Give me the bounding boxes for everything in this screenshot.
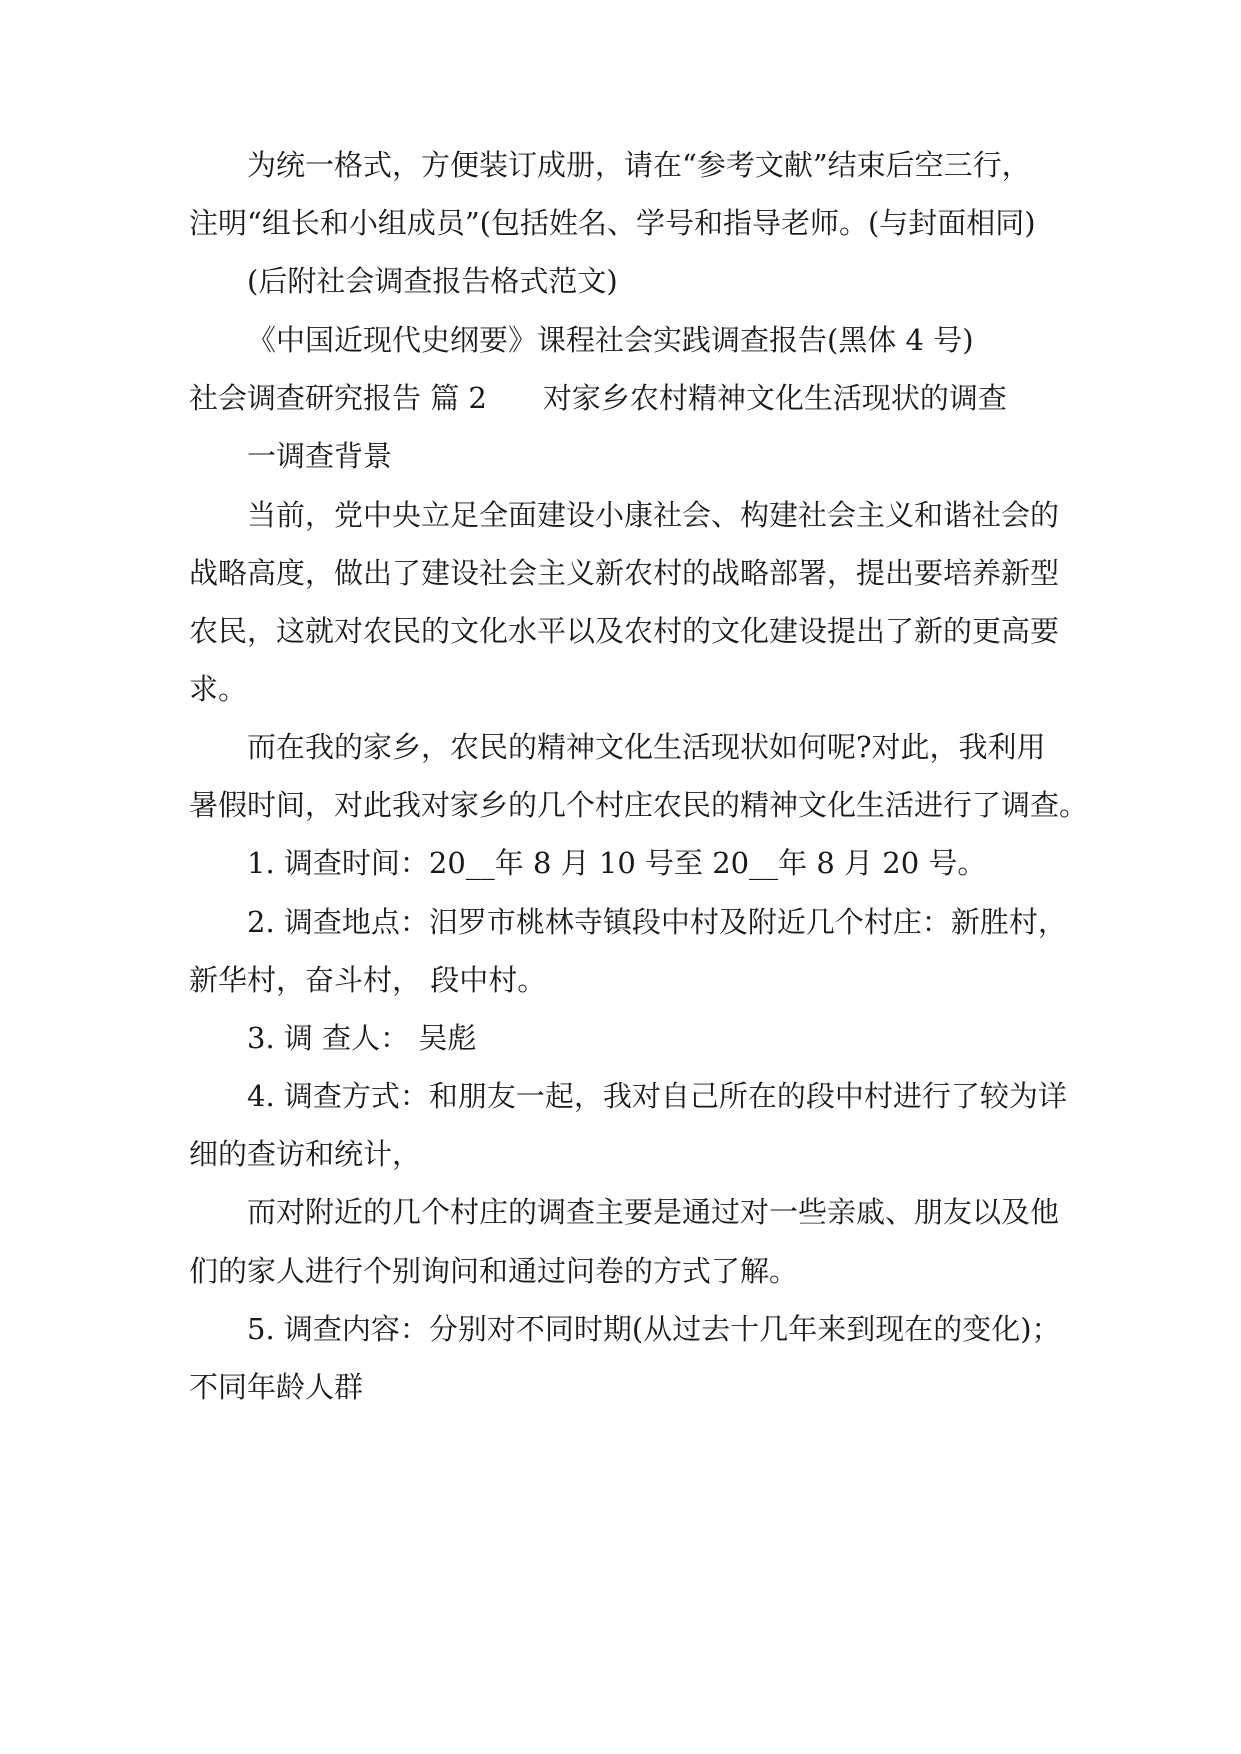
paragraph-line: 而在我的家乡，农民的精神文化生活现状如何呢?对此，我利用 bbox=[247, 730, 1046, 764]
paragraph-line: 为统一格式，方便装订成册，请在“参考文献”结束后空三行， bbox=[247, 148, 1031, 182]
list-item: 4. 调查方式：和朋友一起，我对自己所在的段中村进行了较为详 bbox=[247, 1079, 1067, 1113]
article-label: 社会调查研究报告 篇 2 bbox=[189, 381, 487, 415]
list-item: 3. 调 查人： 吴彪 bbox=[247, 1021, 477, 1055]
paragraph-line: 们的家人进行个别询问和通过问卷的方式了解。 bbox=[189, 1254, 799, 1288]
section-heading bbox=[189, 378, 1007, 418]
subsection-heading: 一调查背景 bbox=[247, 439, 393, 473]
paragraph-line: 暑假时间，对此我对家乡的几个村庄农民的精神文化生活进行了调查。 bbox=[189, 788, 1089, 822]
paragraph-line: (后附社会调查报告格式范文) bbox=[247, 264, 618, 298]
paragraph-line: 不同年龄人群 bbox=[189, 1370, 364, 1404]
list-item: 5. 调查内容：分别对不同时期(从过去十几年来到现在的变化)； bbox=[247, 1312, 1061, 1346]
paragraph-line: 新华村，奋斗村， 段中村。 bbox=[189, 963, 547, 997]
paragraph-line: 注明“组长和小组成员”(包括姓名、学号和指导老师。(与封面相同) bbox=[189, 206, 1036, 240]
paragraph-line: 战略高度，做出了建设社会主义新农村的战略部署，提出要培养新型 bbox=[189, 556, 1060, 590]
paragraph-line: 而对附近的几个村庄的调查主要是通过对一些亲戚、朋友以及他 bbox=[247, 1195, 1060, 1229]
paragraph-line: 《中国近现代史纲要》课程社会实践调查报告(黑体 4 号) bbox=[247, 323, 974, 357]
list-item: 2. 调查地点：汨罗市桃林寺镇段中村及附近几个村庄：新胜村， bbox=[247, 905, 1067, 939]
list-item: 1. 调查时间：20__年 8 月 10 号至 20__年 8 月 20 号。 bbox=[247, 846, 987, 880]
paragraph-line: 当前，党中央立足全面建设小康社会、构建社会主义和谐社会的 bbox=[247, 498, 1060, 532]
paragraph-line: 求。 bbox=[189, 672, 248, 706]
paragraph-line: 细的查访和统计， bbox=[189, 1137, 422, 1171]
paragraph-line: 农民，这就对农民的文化水平以及农村的文化建设提出了新的更高要 bbox=[189, 614, 1060, 648]
article-title: 对家乡农村精神文化生活现状的调查 bbox=[542, 381, 1007, 415]
